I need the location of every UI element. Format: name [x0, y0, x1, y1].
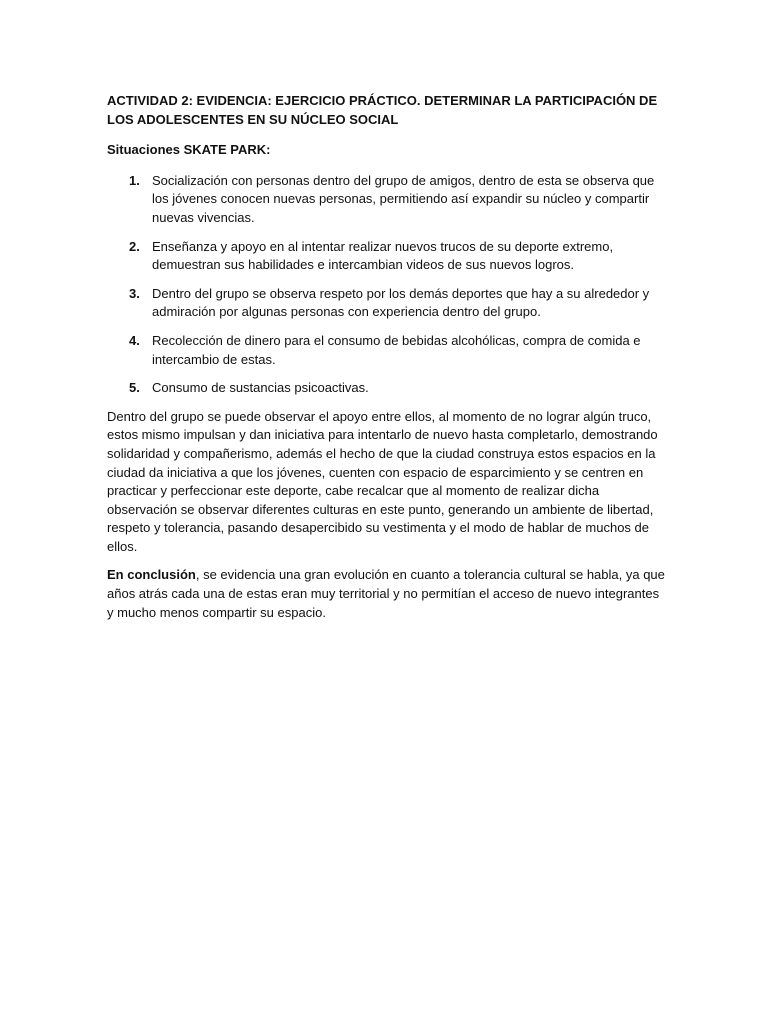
conclusion-lead: En conclusión	[107, 567, 196, 583]
list-item	[107, 238, 665, 275]
list-item-text: Recolección de dinero para el consumo de bebidas alcohólicas, compra de comida e intercambio de estas.	[152, 332, 641, 367]
list-item-number: 1.	[129, 172, 140, 188]
body-paragraph: Dentro del grupo se puede observar el apoyo entre ellos, al momento de no lograr algún truco, estos mismo impulsan y dan iniciativa para intentarlo de nuevo hasta completarlo, demostrando solidaridad y compañerismo, además el hecho de que la ciudad construya estos espacios en la ciudad da iniciativa a que los jóvenes, cuenten con espacio de esparcimiento y se centren en practicar y perfeccionar este deporte, cabe recalcar que al momento de realizar dicha observación se observar diferentes culturas en este punto, generando un ambiente de libertad, respeto y tolerancia, pasando desapercibido su vestimenta y el modo de hablar de muchos de ellos.	[107, 408, 658, 554]
list-item-text: Enseñanza y apoyo en al intentar realizar nuevos trucos de su deporte extremo, demuestran sus habilidades e intercambian videos de sus nuevos logros.	[152, 238, 614, 273]
document-title: ACTIVIDAD 2: EVIDENCIA: EJERCICIO PRÁCTICO. DETERMINAR LA PARTICIPACIÓN DE LOS ADOLESCENTES EN SU NÚCLEO SOCIAL	[107, 93, 658, 127]
section-subtitle: Situaciones SKATE PARK:	[107, 142, 271, 158]
conclusion-paragraph	[107, 566, 665, 622]
list-item	[107, 379, 665, 398]
document-body	[107, 92, 665, 632]
list-item	[107, 172, 665, 228]
conclusion-text: , se evidencia una gran evolución en cuanto a tolerancia cultural se habla, ya que años atrás cada una de estas eran muy territorial y no permitían el acceso de nuevo integrantes y mucho menos compartir su espacio.	[107, 567, 665, 620]
list-item-text: Consumo de sustancias psicoactivas.	[152, 380, 369, 396]
list-item-text: Dentro del grupo se observa respeto por los demás deportes que hay a su alrededor y admiración por algunas personas con experiencia dentro del grupo.	[152, 285, 650, 320]
list-item-number: 2.	[129, 238, 140, 254]
list-item-text: Socialización con personas dentro del grupo de amigos, dentro de esta se observa que los jóvenes conocen nuevas personas, permitiendo así expandir su núcleo y compartir nuevas vivencias.	[152, 172, 655, 225]
list-item-number: 3.	[129, 285, 140, 301]
list-item-number: 5.	[129, 380, 140, 396]
list-item	[107, 285, 665, 322]
list-item	[107, 332, 665, 369]
situations-list	[107, 172, 665, 398]
list-item-number: 4.	[129, 332, 140, 348]
